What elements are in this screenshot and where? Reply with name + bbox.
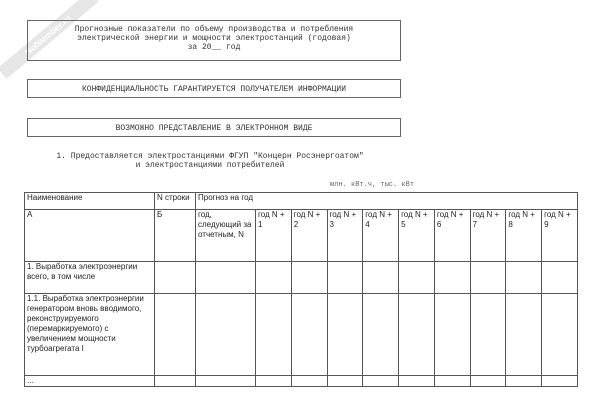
section-heading: [40, 152, 380, 170]
watermark: NoNumber.ru: [0, 0, 98, 79]
title-line: электрической энергии и мощности электростанций (годовая): [77, 34, 351, 43]
row-label: ...: [25, 376, 155, 387]
confidentiality-box: КОНФИДЕНЦИАЛЬНОСТЬ ГАРАНТИРУЕТСЯ ПОЛУЧАТЕЛЕМ ИНФОРМАЦИИ: [27, 79, 401, 98]
year-header: год N + 1: [256, 210, 292, 262]
header-row-number: N строки: [155, 193, 196, 210]
year-header: год N + 3: [327, 210, 363, 262]
row-label: 1.1. Выработка электроэнергии генератором вновь вводимого, реконструируемого (перемаркируемого) с увеличением мощности турбоагрегата I: [25, 294, 155, 376]
title-line: за 20__ год: [187, 43, 241, 52]
table-row: [25, 262, 578, 294]
year-header: год N + 5: [399, 210, 435, 262]
title-line: Прогнозные показатели по объему производства и потребления: [74, 25, 354, 34]
col-b: Б: [155, 210, 196, 262]
form-title: [27, 20, 401, 61]
col-a: А: [25, 210, 155, 262]
row-label: 1. Выработка электроэнергии всего, в том числе: [25, 262, 155, 294]
electronic-box: ВОЗМОЖНО ПРЕДСТАВЛЕНИЕ В ЭЛЕКТРОННОМ ВИДЕ: [27, 118, 401, 137]
year-header: год N + 7: [470, 210, 506, 262]
year-header: год N + 6: [434, 210, 470, 262]
header-forecast: Прогноз на год: [196, 193, 578, 210]
table-row: [25, 294, 578, 376]
units-label: млн. кВт.ч, тыс. кВт: [330, 181, 415, 189]
year-header: год N + 9: [542, 210, 578, 262]
year-header: год N + 8: [506, 210, 542, 262]
year-header: год, следующий за отчетным, N: [196, 210, 256, 262]
year-header: год N + 4: [363, 210, 399, 262]
section-line: 1. Предоставляется электростанциями ФГУП "Концерн Росэнергоатом": [56, 152, 364, 161]
forecast-table: [24, 192, 578, 387]
year-header: год N + 2: [291, 210, 327, 262]
table-row: [25, 376, 578, 387]
section-line: и электростанциями потребителей: [135, 161, 285, 170]
header-name: Наименование: [25, 193, 155, 210]
